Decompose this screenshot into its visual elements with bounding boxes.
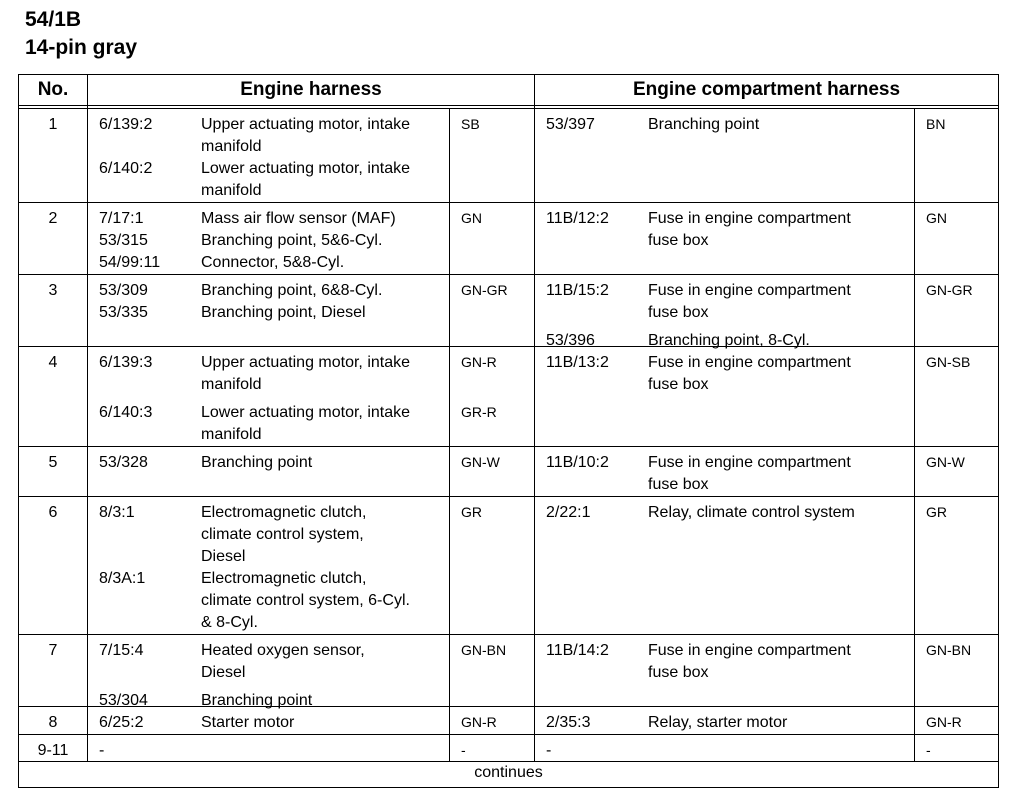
connector-description: 14-pin gray [25, 36, 138, 59]
engine-wire-color: GN-R [461, 354, 497, 370]
compartment-wire-color: GN-R [926, 714, 962, 730]
header-divider [19, 105, 998, 106]
description-line: climate control system, 6-Cyl. [201, 592, 410, 609]
pin-number: 8 [48, 714, 58, 731]
engine-connector-code: 54/99:11 [99, 254, 161, 271]
compartment-wire-color: GN-SB [926, 354, 971, 370]
engine-connector-code: 6/140:3 [99, 404, 153, 421]
engine-connector-code: 6/139:3 [99, 354, 153, 371]
description-line: Lower actuating motor, intake [201, 160, 411, 177]
engine-connector-description [201, 280, 382, 302]
description-line: Fuse in engine compartment [648, 642, 851, 659]
description-line: Branching point [201, 692, 313, 709]
compartment-wire-color: GN [926, 210, 947, 226]
table-row [19, 496, 998, 634]
pin-number: 4 [48, 354, 58, 371]
description-line: Branching point [201, 454, 313, 471]
description-line: Relay, starter motor [648, 714, 788, 731]
engine-connector-description [201, 208, 396, 230]
engine-wire-color: GN-GR [461, 282, 508, 298]
divider-no [87, 75, 88, 761]
description-line: Branching point, 8-Cyl. [648, 332, 810, 349]
table-row [19, 634, 998, 709]
engine-wire-color: SB [461, 116, 480, 132]
compartment-connector-description [648, 352, 851, 396]
compartment-connector-code: 2/22:1 [546, 504, 591, 521]
description-line: Diesel [201, 548, 246, 565]
compartment-wire-color: GN-GR [926, 282, 973, 298]
description-line: Branching point, 5&6-Cyl. [201, 232, 383, 249]
compartment-connector-description [648, 114, 759, 136]
engine-connector-description [201, 452, 312, 474]
description-line: Upper actuating motor, intake [201, 354, 411, 371]
header-engine-harness: Engine harness [240, 79, 382, 100]
compartment-connector-code: 53/396 [546, 332, 595, 349]
description-line: fuse box [648, 304, 709, 321]
compartment-connector-description [648, 452, 851, 496]
table-row [19, 346, 998, 446]
compartment-wire-color: - [926, 742, 931, 758]
description-line: Relay, climate control system [648, 504, 855, 521]
engine-connector-description [201, 114, 410, 158]
description-line: Electromagnetic clutch, [201, 504, 367, 521]
compartment-wire-color: GN-W [926, 454, 965, 470]
compartment-wire-color: GR [926, 504, 947, 520]
description-line: & 8-Cyl. [201, 614, 258, 631]
description-line: Upper actuating motor, intake [201, 116, 411, 133]
engine-connector-code: 8/3A:1 [99, 570, 146, 587]
description-line: fuse box [648, 476, 709, 493]
engine-connector-code: - [99, 742, 105, 759]
engine-connector-description [201, 252, 344, 274]
table-row [19, 446, 998, 496]
engine-connector-code: 6/25:2 [99, 714, 144, 731]
compartment-connector-code: 11B/12:2 [546, 210, 609, 227]
description-line: Mass air flow sensor (MAF) [201, 210, 396, 227]
engine-connector-description [201, 230, 382, 252]
description-line: manifold [201, 376, 262, 393]
compartment-connector-description [648, 502, 855, 524]
description-line: Diesel [201, 664, 246, 681]
table-body-bottom-rule [19, 761, 998, 762]
description-line: Fuse in engine compartment [648, 454, 851, 471]
engine-connector-description [201, 158, 410, 202]
compartment-connector-description [648, 208, 851, 252]
description-line: manifold [201, 182, 262, 199]
engine-connector-code: 53/304 [99, 692, 148, 709]
description-line: Heated oxygen sensor, [201, 642, 365, 659]
divider-compartment-color [914, 108, 915, 761]
pin-number: 2 [48, 210, 58, 227]
compartment-connector-description [648, 280, 851, 324]
description-line: Branching point [648, 116, 760, 133]
engine-connector-code: 6/140:2 [99, 160, 153, 177]
compartment-connector-description [648, 712, 787, 734]
engine-connector-code: 53/328 [99, 454, 148, 471]
description-line: fuse box [648, 664, 709, 681]
pin-number: 6 [48, 504, 58, 521]
engine-wire-color: GR [461, 504, 482, 520]
connector-id: 54/1B [25, 8, 82, 31]
compartment-connector-code: - [546, 742, 552, 759]
engine-connector-code: 53/309 [99, 282, 148, 299]
pin-number: 5 [48, 454, 58, 471]
description-line: Branching point, Diesel [201, 304, 366, 321]
description-line: Lower actuating motor, intake [201, 404, 411, 421]
engine-connector-description [201, 402, 410, 446]
pin-number: 7 [48, 642, 58, 659]
table-header [19, 75, 998, 105]
compartment-connector-code: 53/397 [546, 116, 595, 133]
compartment-wire-color: GN-BN [926, 642, 972, 658]
description-line: Starter motor [201, 714, 295, 731]
engine-connector-description [201, 502, 366, 568]
header-compartment-harness: Engine compartment harness [632, 79, 901, 100]
table-row [19, 734, 998, 761]
continues-note: continues [474, 764, 543, 781]
description-line: Fuse in engine compartment [648, 282, 851, 299]
pin-number: 9-11 [37, 742, 69, 759]
divider-harness [534, 75, 535, 761]
engine-wire-color: GN-R [461, 714, 497, 730]
engine-connector-description [201, 712, 294, 734]
engine-connector-description [201, 568, 410, 634]
description-line: Fuse in engine compartment [648, 354, 851, 371]
description-line: Connector, 5&8-Cyl. [201, 254, 345, 271]
engine-connector-description [201, 352, 410, 396]
engine-connector-code: 53/335 [99, 304, 148, 321]
pin-number: 1 [48, 116, 58, 133]
table-row [19, 706, 998, 734]
pinout-table [18, 74, 999, 788]
engine-connector-description [201, 302, 366, 324]
engine-connector-code: 6/139:2 [99, 116, 153, 133]
description-line: manifold [201, 426, 262, 443]
engine-wire-color: GR-R [461, 404, 497, 420]
engine-wire-color: GN-BN [461, 642, 507, 658]
compartment-connector-code: 11B/14:2 [546, 642, 609, 659]
compartment-wire-color: BN [926, 116, 946, 132]
description-line: Fuse in engine compartment [648, 210, 851, 227]
compartment-connector-code: 11B/13:2 [546, 354, 609, 371]
description-line: Electromagnetic clutch, [201, 570, 367, 587]
engine-connector-code: 53/315 [99, 232, 148, 249]
description-line: Branching point, 6&8-Cyl. [201, 282, 383, 299]
engine-connector-code: 7/17:1 [99, 210, 144, 227]
description-line: manifold [201, 138, 262, 155]
compartment-connector-code: 2/35:3 [546, 714, 591, 731]
table-row [19, 274, 998, 349]
description-line: climate control system, [201, 526, 364, 543]
pin-number: 3 [48, 282, 58, 299]
compartment-connector-code: 11B/15:2 [546, 282, 609, 299]
table-row [19, 108, 998, 202]
engine-connector-code: 8/3:1 [99, 504, 135, 521]
engine-wire-color: GN [461, 210, 482, 226]
engine-wire-color: GN-W [461, 454, 500, 470]
engine-connector-description [201, 640, 365, 684]
engine-connector-code: 7/15:4 [99, 642, 144, 659]
engine-wire-color: - [461, 742, 466, 758]
description-line: fuse box [648, 376, 709, 393]
description-line: fuse box [648, 232, 709, 249]
table-row [19, 202, 998, 274]
header-no: No. [37, 79, 69, 100]
divider-engine-color [449, 108, 450, 761]
compartment-connector-description [648, 640, 851, 684]
compartment-connector-code: 11B/10:2 [546, 454, 609, 471]
